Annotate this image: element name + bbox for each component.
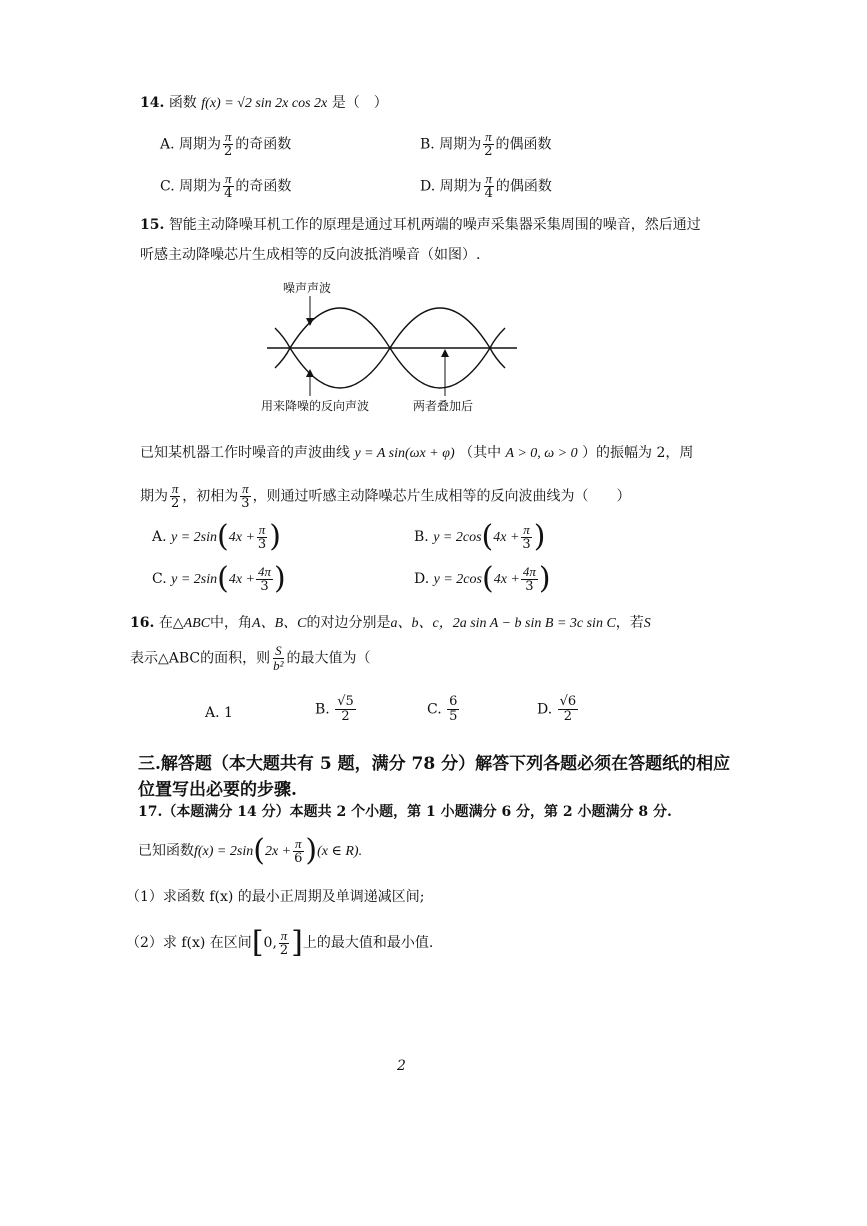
q17-part2: （2）求 f(x) 在区间[0, $\frac{\pi}{2}$ ]上的最大值和最小值. [126,925,434,960]
label-sum: 两者叠加后 [413,399,474,413]
q17-given: 已知函数f(x) = 2sin(2x + $\frac{\pi}{6}$ )(x ∈ R). [138,833,363,868]
q16-option-a: A. 1 [205,705,233,721]
q16-option-c: C. $\frac{6}{5}$ [427,694,458,724]
q15-condition-line1: 已知某机器工作时噪音的声波曲线 y = A sin(ωx + φ) （其中 A > 0, ω > 0 ）的振幅为 2，周 [140,445,694,461]
q16-option-b: B. $\frac{√5}{2}$ [315,694,354,724]
q15-option-a: A. y = 2sin(4x + $\frac{\pi}{3}$ ) [152,519,281,554]
q15-option-b: B. y = 2cos(4x + $\frac{\pi}{3}$ ) [414,519,546,554]
q14-stem-pre: 函数 [168,95,197,111]
q16-line1: 16. 在△ABC中，角A、B、C的对边分别是a、b、c，2a sin A − b sin B = 3c sin C，若S [130,615,651,631]
q16-option-d: D. $\frac{√6}{2}$ [537,694,577,724]
section3-heading-line1: 三.解答题（本大题共有 5 题，满分 78 分）解答下列各题必须在答题纸的相应 [138,754,731,774]
q16-line2: 表示△ABC的面积，则 $\frac{S}{\text{b²}}$ 的最大值为（ [130,643,371,673]
q14-option-d: D. 周期为 $\frac{\pi}{4}$ 的偶函数 [420,171,552,201]
q14-option-b: B. 周期为 $\frac{\pi}{2}$ 的偶函数 [420,129,552,159]
q14-number: 14. [140,95,165,111]
q15-line1: 15. 智能主动降噪耳机工作的原理是通过耳机两端的噪声采集器采集周围的噪音，然后通过 [140,217,701,233]
page-number: 2 [397,1058,406,1074]
q14-expr: f(x) = √2 sin 2x cos 2x [201,96,328,111]
q14-option-c: C. 周期为 $\frac{\pi}{4}$ 的奇函数 [160,171,292,201]
q14-option-a: A. 周期为 $\frac{\pi}{2}$ 的奇函数 [160,129,292,159]
q15-option-c: C. y = 2sin(4x + $\frac{4\pi}{3}$ ) [152,561,286,596]
q14-stem-post: 是（ ） [331,95,388,111]
q14-stem [140,92,388,112]
q17-heading: 17.（本题满分 14 分）本题共 2 个小题，第 1 小题满分 6 分，第 2 小题满分 8 分. [138,804,672,820]
section3-heading-line2: 位置写出必要的步骤. [138,780,297,800]
noise-cancel-figure [255,278,535,418]
q15-line2: 听感主动降噪芯片生成相等的反向波抵消噪音（如图）. [140,247,481,263]
label-noise: 噪声声波 [283,281,332,295]
label-reverse: 用来降噪的反向声波 [261,399,370,413]
q15-condition-line2: 期为 $\frac{\pi}{2}$ ，初相为 $\frac{\pi}{3}$ ，则通过听感主动降噪芯片生成相等的反向波曲线为（ ） [140,481,631,511]
q17-part1: （1）求函数 f(x) 的最小正周期及单调递减区间; [126,889,425,905]
q15-option-d: D. y = 2cos(4x + $\frac{4\pi}{3}$ ) [414,561,551,596]
